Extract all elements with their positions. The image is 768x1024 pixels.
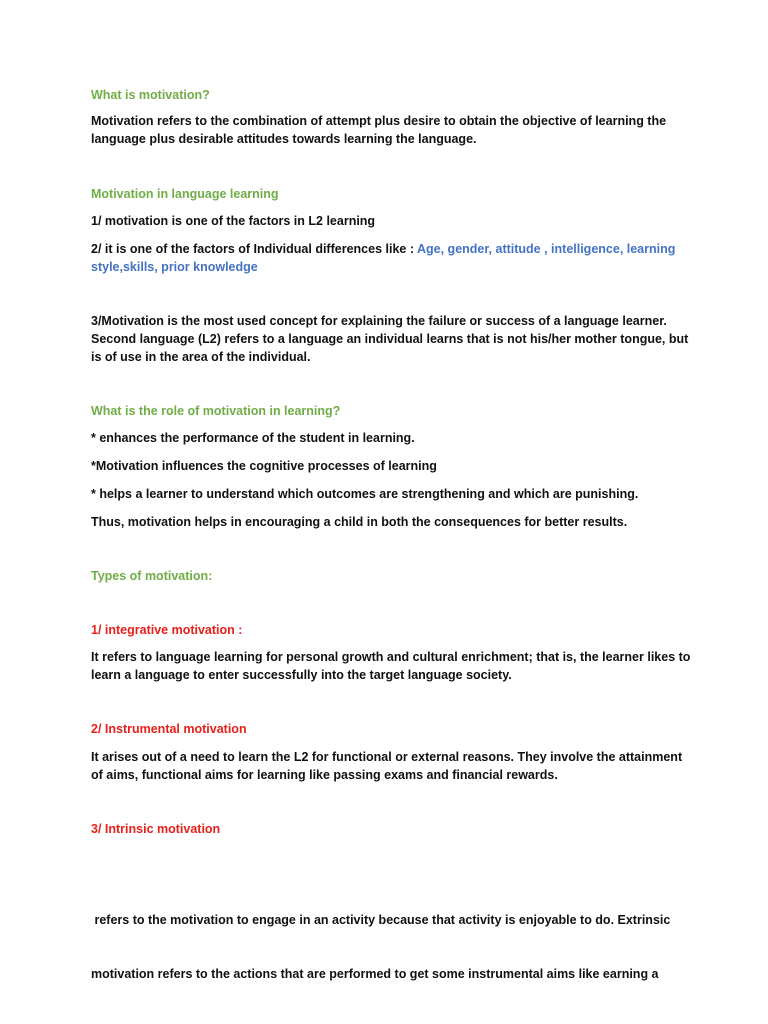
paragraph-line: language plus desirable attitudes towards learning the language.	[91, 132, 477, 146]
list-item-prefix: 2/ it is one of the factors of Individual differences like :	[91, 242, 417, 256]
paragraph-intrinsic	[91, 875, 681, 1019]
heading-intrinsic-motivation	[91, 820, 681, 838]
paragraph-line: of aims, functional aims for learning like passing exams and financial rewards.	[91, 768, 558, 782]
paragraph-line: motivation refers to the actions that are performed to get some instrumental aims like earning a	[91, 967, 659, 981]
paragraph-instrumental	[91, 748, 681, 784]
paragraph-line: Second language (L2) refers to a language an individual learns that is not his/her mother tongue, but	[91, 332, 689, 346]
list-item-3	[91, 312, 689, 366]
heading-integrative-motivation	[91, 621, 681, 639]
heading-text: 3/ Intrinsic motivation	[91, 822, 221, 836]
list-item-text: 1/ motivation is one of the factors in L2 learning	[91, 214, 376, 228]
factors-list-highlight: style,skills, prior knowledge	[91, 260, 258, 274]
role-item-text: Thus, motivation helps in encouraging a child in both the consequences for better results.	[91, 515, 628, 529]
heading-text: What is motivation?	[91, 88, 210, 102]
heading-text: 2/ Instrumental motivation	[91, 722, 247, 736]
paragraph-line: It arises out of a need to learn the L2 for functional or external reasons. They involve the attainment	[91, 750, 683, 764]
paragraph-line: 3/Motivation is the most used concept for explaining the failure or success of a language learner.	[91, 314, 667, 328]
role-item-text: * enhances the performance of the student in learning.	[91, 431, 415, 445]
heading-text: Motivation in language learning	[91, 187, 279, 201]
heading-text: Types of motivation:	[91, 569, 213, 583]
role-item	[91, 485, 681, 503]
paragraph-line: It refers to language learning for personal growth and cultural enrichment; that is, the learner likes to	[91, 650, 691, 664]
heading-instrumental-motivation	[91, 720, 681, 738]
heading-language-learning	[91, 185, 681, 203]
paragraph-line: is of use in the area of the individual.	[91, 350, 311, 364]
role-item	[91, 457, 681, 475]
factors-list-highlight: Age, gender, attitude , intelligence, learning	[417, 242, 676, 256]
paragraph-integrative	[91, 648, 691, 684]
paragraph-line: Motivation refers to the combination of attempt plus desire to obtain the objective of learning the	[91, 114, 667, 128]
list-item-1	[91, 212, 681, 230]
list-item-line	[91, 240, 681, 258]
list-item-2	[91, 240, 681, 276]
heading-text: What is the role of motivation in learning?	[91, 404, 341, 418]
heading-types-of-motivation	[91, 567, 681, 585]
paragraph-motivation-definition	[91, 112, 681, 148]
role-conclusion	[91, 513, 681, 531]
heading-what-is-motivation	[91, 86, 681, 104]
role-item-text: *Motivation influences the cognitive processes of learning	[91, 459, 437, 473]
paragraph-line: learn a language to enter successfully into the target language society.	[91, 668, 512, 682]
heading-text: 1/ integrative motivation :	[91, 623, 243, 637]
paragraph-line: refers to the motivation to engage in an activity because that activity is enjoyable to do. Extrinsic	[91, 913, 671, 927]
role-item	[91, 429, 681, 447]
heading-role-of-motivation	[91, 402, 681, 420]
role-item-text: * helps a learner to understand which outcomes are strengthening and which are punishing.	[91, 487, 639, 501]
